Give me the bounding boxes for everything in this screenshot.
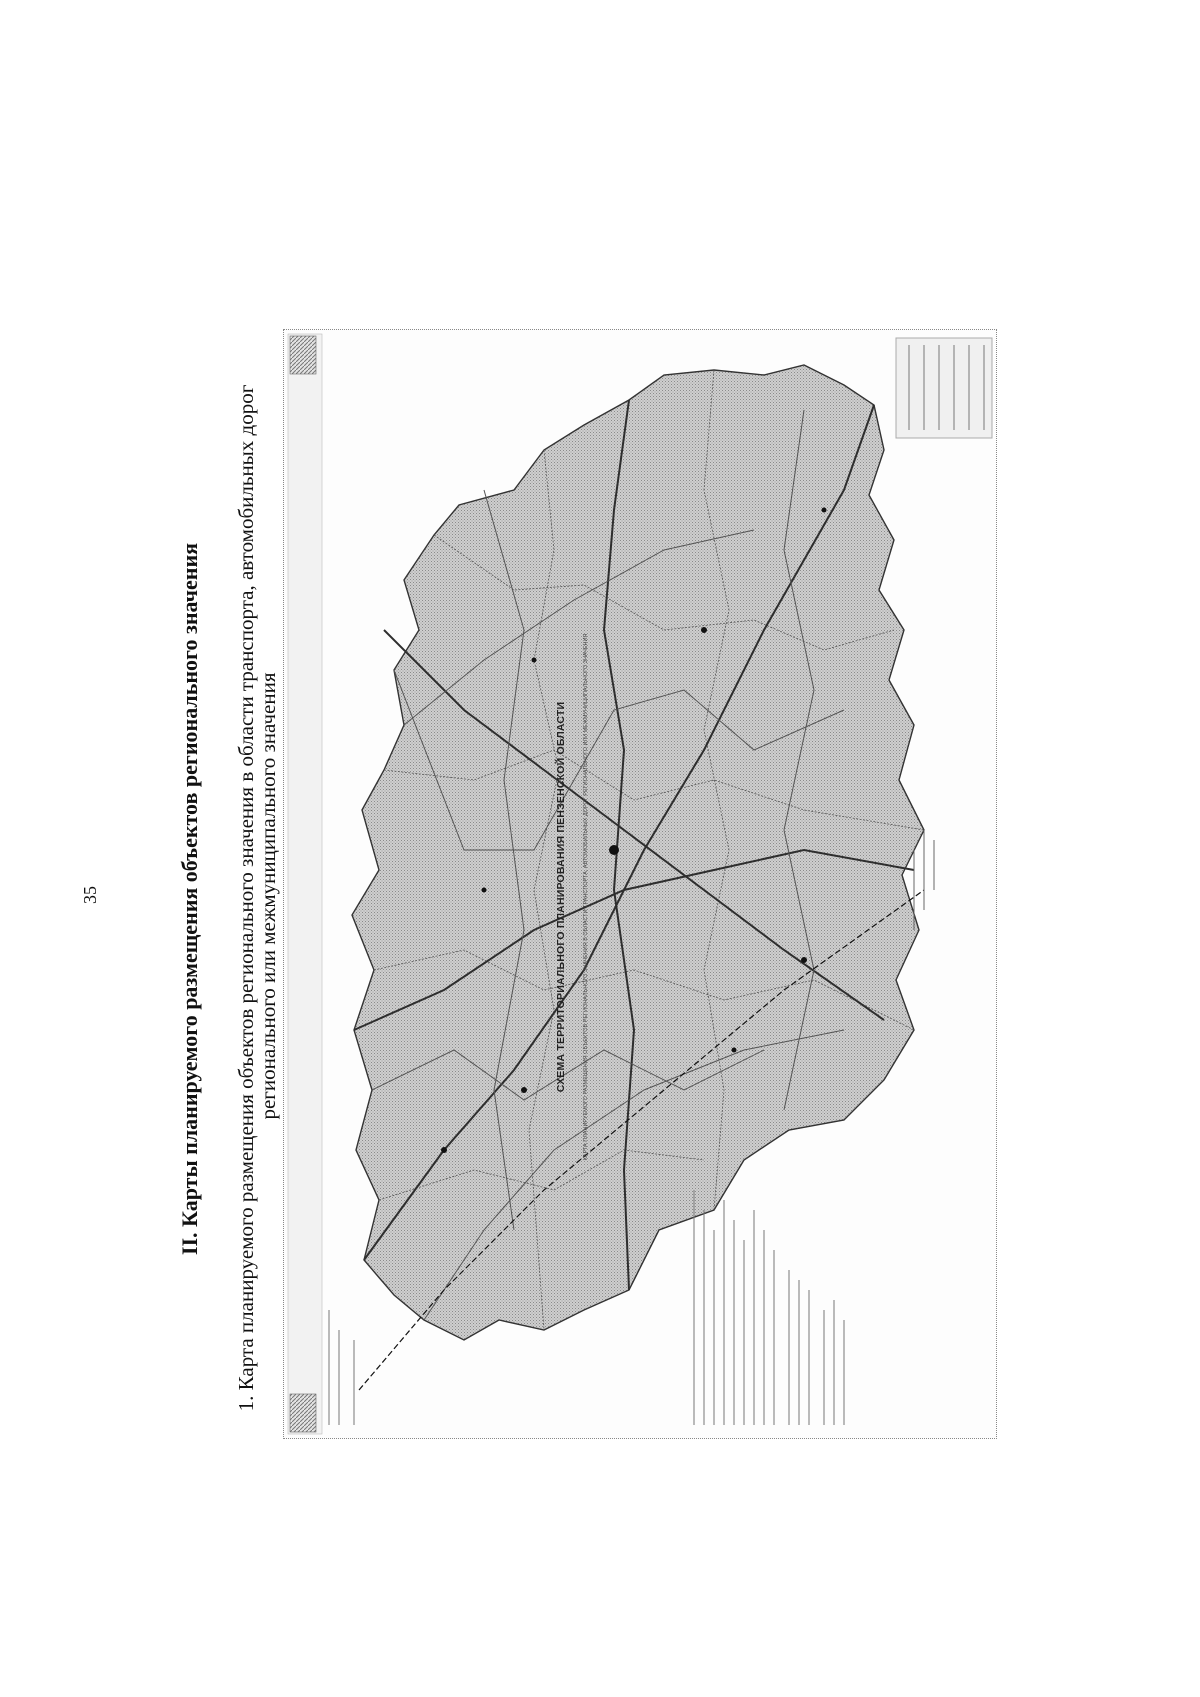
map-emblem-top: [290, 336, 316, 374]
map-title: СХЕМА ТЕРРИТОРИАЛЬНОГО ПЛАНИРОВАНИЯ ПЕНЗЕНСКОЙ ОБЛАСТИ: [555, 701, 567, 1093]
map-subtitle: КАРТА ПЛАНИРУЕМОГО РАЗМЕЩЕНИЯ ОБЪЕКТОВ РЕГИОНАЛЬНОГО ЗНАЧЕНИЯ В ОБЛАСТИ ТРАНСПОРТА, АВТОМОБИЛЬНЫХ ДОРОГ РЕГИОНАЛЬНОГО ИЛИ МЕЖМУНИЦИПАЛЬНОГО ЗНАЧЕНИЯ: [583, 633, 589, 1161]
map-caption-line-2: регионального или межмуниципального значения: [256, 672, 280, 1120]
map-figure: [283, 329, 997, 1439]
map-emblem-bottom: [290, 1394, 316, 1432]
map-scale-block: [896, 338, 992, 438]
map-drawing: [284, 330, 997, 1439]
map-caption-line-1: 1. Карта планируемого размещения объектов регионального значения в области транспорта, автомобильных дорог: [234, 384, 258, 1412]
map-title-band: [288, 334, 322, 1434]
page-number: 35: [80, 886, 100, 904]
section-heading: II. Карты планируемого размещения объектов регионального значения: [177, 542, 202, 1256]
region-outline: [352, 365, 924, 1340]
